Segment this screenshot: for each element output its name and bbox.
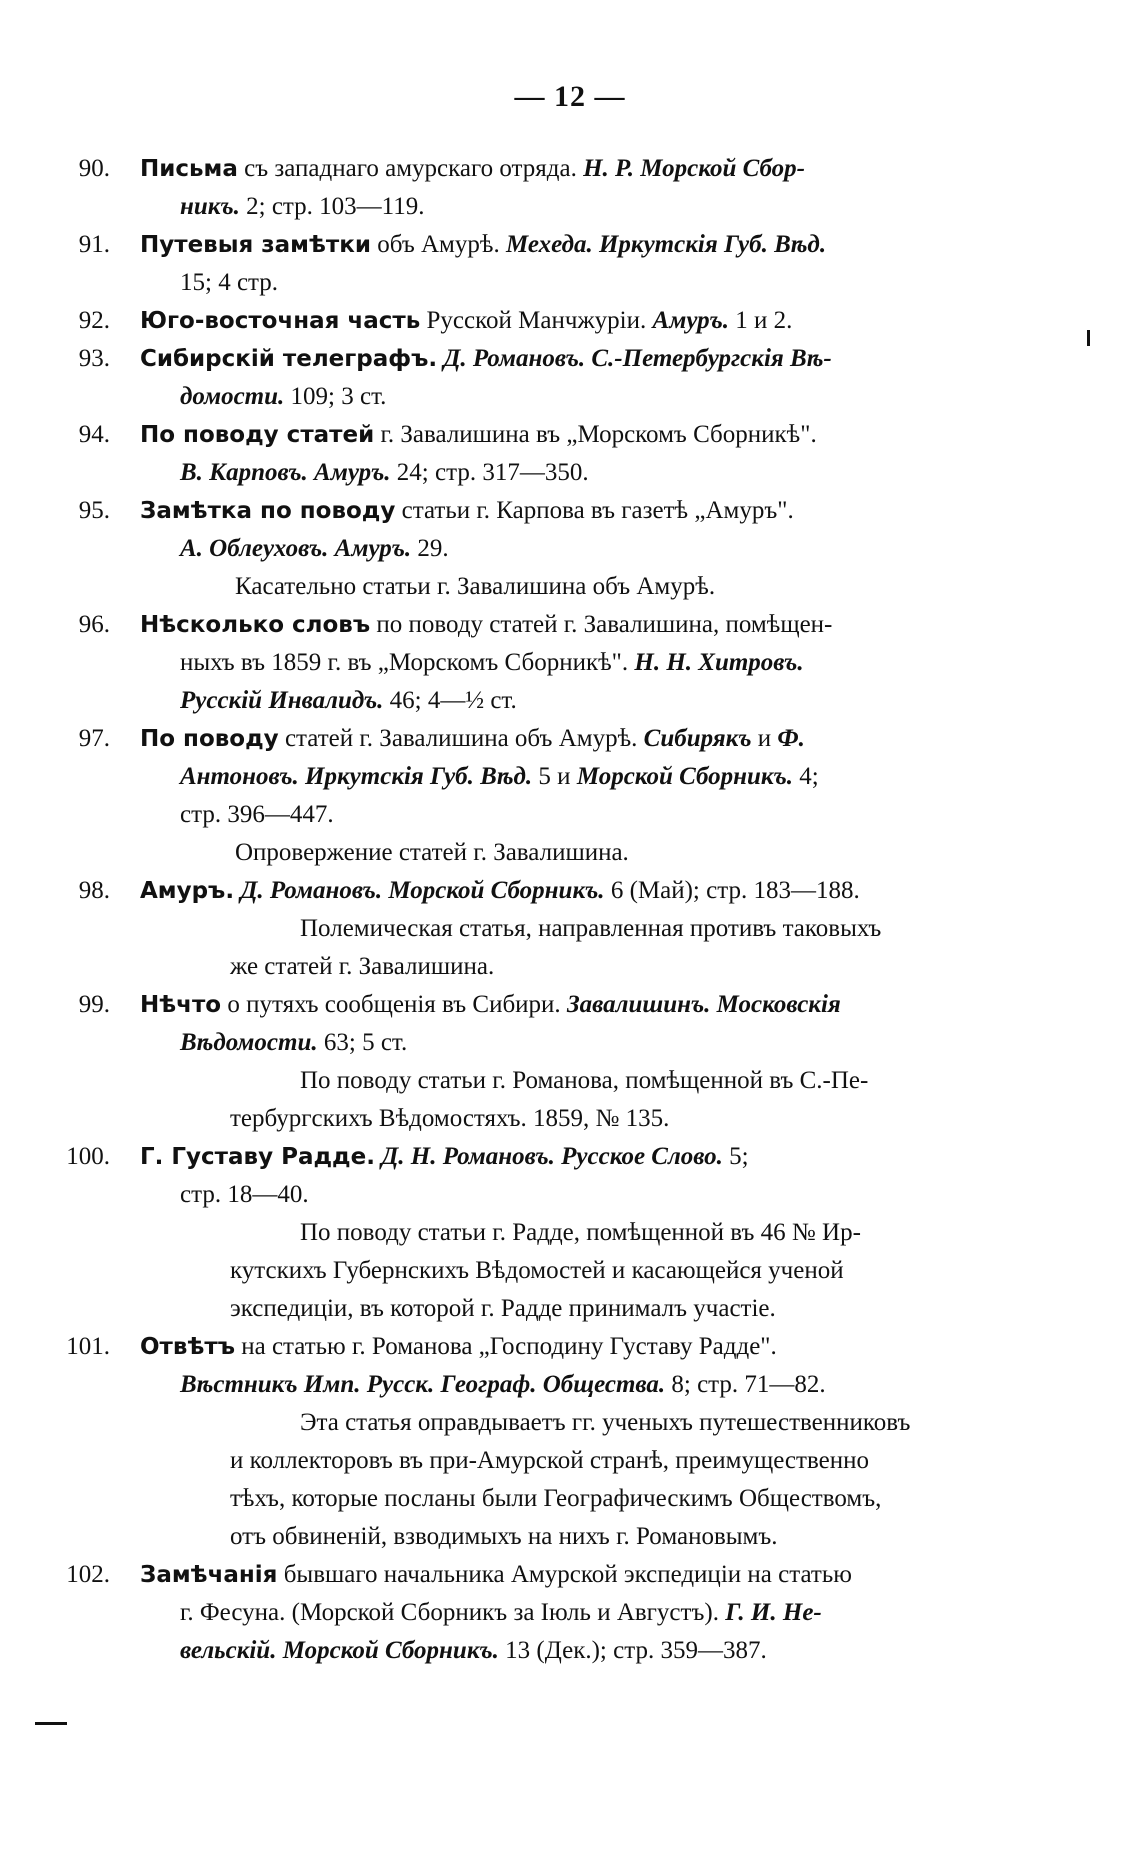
entry-source: В. Карповъ. Амуръ. (180, 459, 391, 486)
bibliography-list (66, 150, 1060, 1670)
entry-96 (78, 606, 1060, 720)
entry-number: 92. (78, 307, 110, 334)
entry-text: г. Фесуна. (Морской Сборникъ за Іюль и Августъ). (180, 1599, 726, 1626)
entry-95 (78, 492, 1060, 606)
entry-number: 96. (78, 611, 110, 638)
entry-source: Мехеда. Иркутскія Губ. Вѣд. (505, 231, 827, 258)
entry-100 (66, 1138, 1060, 1328)
entry-text: Русской Манчжуріи. (420, 307, 653, 334)
entry-text: стр. 18—40. (180, 1181, 309, 1208)
entry-source: Д. Н. Романовъ. Русское Слово. (381, 1143, 723, 1170)
entry-number: 91. (78, 231, 110, 258)
entry-text: стр. 396—447. (180, 801, 334, 828)
entry-text: 1 и 2. (729, 307, 793, 334)
entry-93 (78, 340, 1060, 416)
entry-source: вельскій. Морской Сборникъ. (180, 1637, 499, 1664)
entry-text: 5 и (532, 763, 577, 790)
entry-text: 46; 4—½ ст. (383, 687, 517, 714)
entry-title: По поводу статей (140, 422, 375, 448)
entry-source: никъ. (180, 193, 240, 220)
entry-note: Эта статья оправдываетъ гг. ученыхъ путешественниковъ (300, 1409, 911, 1436)
entry-source: домости. (180, 383, 285, 410)
entry-title: По поводу (140, 726, 279, 752)
entry-text: на статью г. Романова „Господину Густаву Радде". (234, 1333, 777, 1360)
entry-text: о путяхъ сообщенія въ Сибири. (221, 991, 567, 1018)
entry-source: Д. Романовъ. Морской Сборникъ. (240, 877, 605, 904)
entry-text: статей г. Завалишина объ Амурѣ. (278, 725, 644, 752)
entry-text: 6 (Май); стр. 183—188. (604, 877, 860, 904)
entry-note: Полемическая статья, направленная противъ таковыхъ (300, 915, 882, 942)
entry-text: 29. (411, 535, 449, 562)
entry-text: статьи г. Карпова въ газетѣ „Амуръ". (395, 497, 794, 524)
entry-text: 13 (Дек.); стр. 359—387. (498, 1637, 767, 1664)
entry-title: Нѣчто (140, 992, 222, 1018)
entry-number: 90. (78, 155, 110, 182)
entry-author: Завалишинъ. Московскія (566, 991, 841, 1018)
entry-note: тѣхъ, которые посланы были Географическимъ Обществомъ, (230, 1485, 882, 1512)
entry-99 (78, 986, 1060, 1138)
entry-note: кутскихъ Губернскихъ Вѣдомостей и касающейся ученой (230, 1257, 844, 1284)
entry-number: 97. (78, 725, 110, 752)
entry-text: и (751, 725, 778, 752)
page-number: — 12 — (514, 80, 626, 113)
entry-94 (78, 416, 1060, 492)
entry-text: бывшаго начальника Амурской экспедиціи на статью (277, 1561, 852, 1588)
entry-title: Отвѣтъ (140, 1334, 235, 1360)
entry-author: Ф. (777, 725, 805, 752)
entry-source: Вѣстникъ Имп. Русск. Географ. Общества. (180, 1371, 666, 1398)
entry-source: Русскій Инвалидъ. (180, 687, 384, 714)
entry-source: Д. Романовъ. С.-Петербургскія Вѣ- (443, 345, 832, 372)
entry-title: Г. Густаву Радде. (140, 1144, 375, 1170)
entry-note: и коллекторовъ въ при-Амурской странѣ, преимущественно (230, 1447, 869, 1474)
entry-number: 102. (66, 1561, 110, 1588)
entry-note: Опровержение статей г. Завалишина. (235, 839, 629, 866)
entry-number: 101. (66, 1333, 110, 1360)
entry-text: съ западнаго амурскаго отряда. (237, 155, 584, 182)
entry-note: отъ обвиненій, взводимыхъ на нихъ г. Романовымъ. (230, 1523, 778, 1550)
entry-source: Антоновъ. Иркутскія Губ. Вѣд. (180, 763, 533, 790)
edge-mark (1087, 330, 1090, 346)
entry-97 (78, 720, 1060, 872)
entry-text: 15; 4 стр. (180, 269, 279, 296)
entry-note: По поводу статьи г. Радде, помѣщенной въ 46 № Ир- (300, 1219, 861, 1246)
entry-number: 100. (66, 1143, 110, 1170)
entry-author: Сибирякъ (643, 725, 752, 752)
entry-text: 63; 5 ст. (317, 1029, 408, 1056)
entry-text: объ Амурѣ. (370, 231, 506, 258)
entry-98 (78, 872, 1060, 986)
entry-source: А. Облеуховъ. Амуръ. (180, 535, 412, 562)
entry-101 (66, 1328, 1060, 1556)
entry-title: Письма (140, 156, 238, 182)
entry-title: Нѣсколько словъ (140, 612, 371, 638)
margin-dash (35, 1722, 67, 1725)
entry-text: 5; (722, 1143, 749, 1170)
entry-text: ныхъ въ 1859 г. въ „Морскомъ Сборникѣ". (180, 649, 635, 676)
entry-title: Замѣчанія (140, 1562, 278, 1588)
entry-source: Морской Сборникъ. (576, 763, 794, 790)
entry-source: Н. Р. Морской Сбор- (583, 155, 805, 182)
entry-title: Путевыя замѣтки (140, 232, 371, 258)
entry-title: Замѣтка по поводу (140, 498, 396, 524)
entry-text: 8; стр. 71—82. (665, 1371, 826, 1398)
entry-90 (78, 150, 1060, 226)
entry-number: 94. (78, 421, 110, 448)
entry-note: По поводу статьи г. Романова, помѣщенной въ С.-Пе- (300, 1067, 869, 1094)
entry-text: 2; стр. 103—119. (239, 193, 425, 220)
entry-91 (78, 226, 1060, 302)
entry-note: же статей г. Завалишина. (230, 953, 495, 980)
entry-text: 4; (793, 763, 819, 790)
entry-text: г. Завалишина въ „Морскомъ Сборникѣ". (374, 421, 817, 448)
entry-title: Сибирскій телеграфъ. (140, 346, 438, 372)
entry-source: Вѣдомости. (180, 1029, 318, 1056)
entry-number: 98. (78, 877, 110, 904)
entry-number: 99. (78, 991, 110, 1018)
entry-text: 24; стр. 317—350. (390, 459, 589, 486)
entry-number: 95. (78, 497, 110, 524)
entry-number: 93. (78, 345, 110, 372)
entry-title: Амуръ. (140, 878, 235, 904)
entry-author: Г. И. Не- (725, 1599, 822, 1626)
entry-title: Юго-восточная часть (140, 308, 421, 334)
entry-note: Касательно статьи г. Завалишина объ Амурѣ. (235, 573, 716, 600)
entry-text: 109; 3 ст. (284, 383, 387, 410)
entry-102 (66, 1556, 1060, 1670)
entry-note: экспедиціи, въ которой г. Радде принималъ участіе. (230, 1295, 776, 1322)
entry-92 (78, 302, 1060, 340)
entry-source: Амуръ. (652, 307, 730, 334)
entry-text: по поводу статей г. Завалишина, помѣщен- (370, 611, 833, 638)
entry-author: Н. Н. Хитровъ. (634, 649, 804, 676)
entry-note: тербургскихъ Вѣдомостяхъ. 1859, № 135. (230, 1105, 670, 1132)
